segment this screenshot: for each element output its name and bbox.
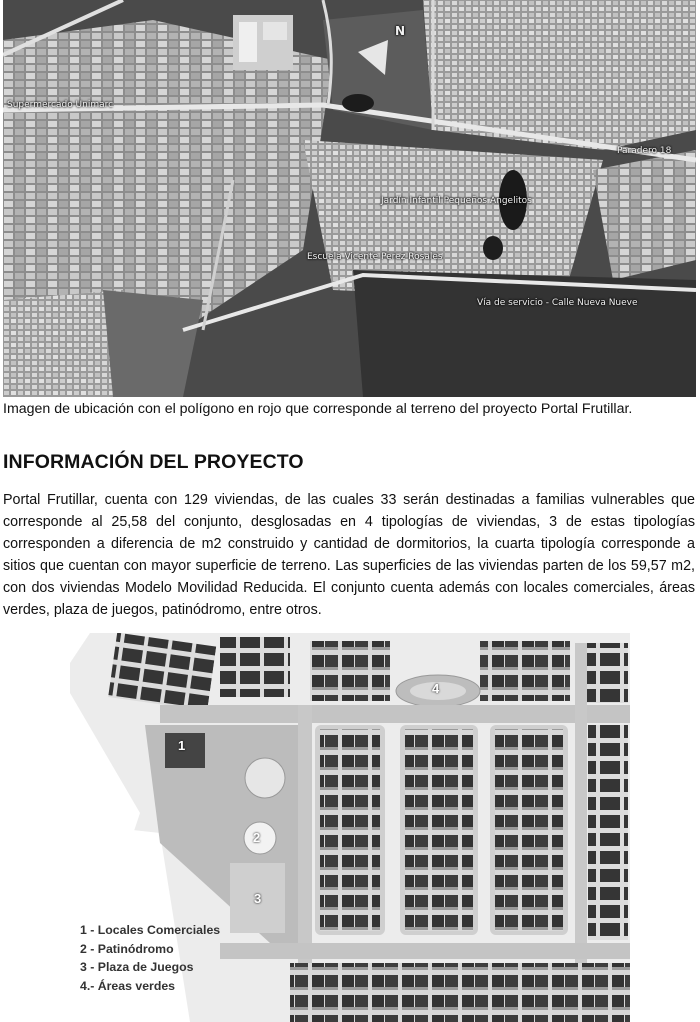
map-label-supermarket: Supermercado Unimarc xyxy=(7,100,114,110)
map-caption: Imagen de ubicación con el polígono en rojo que corresponde al terreno del proyecto Portal Frutillar. xyxy=(3,401,633,417)
plan-marker-2: 2 xyxy=(253,830,261,845)
project-description: Portal Frutillar, cuenta con 129 viviendas, de las cuales 33 serán destinadas a familias vulnerables que corresponde al 25,58 del conjunto, desglosadas en 4 tipologías de viviendas, 3 de estas tipologías corresponden a diferencia de m2 construido y cantidad de dormitorios, la cuarta tipología corresponde a sitios que cuentan con mayor superficie de terreno. Las superficies de las viviendas parten de los 59,57 m2, con dos viviendas Modelo Movilidad Reducida. El conjunto cuenta además con locales comerciales, áreas verdes, plaza de juegos, patinódromo, entre otros. xyxy=(3,492,695,618)
plan-marker-3: 3 xyxy=(254,891,262,906)
plan-marker-1: 1 xyxy=(178,738,186,753)
map-label-paradero: Paradero 18 xyxy=(617,146,672,156)
aerial-location-map xyxy=(3,0,696,397)
legend-item-patinodromo: 2 - Patinódromo xyxy=(80,941,174,956)
legend-item-areas-verdes: 4.- Áreas verdes xyxy=(80,978,176,993)
section-title: INFORMACIÓN DEL PROYECTO xyxy=(3,451,304,473)
map-label-jardin: Jardín Infantil Pequeños Angelitos xyxy=(381,196,532,206)
legend-item-locales: 1 - Locales Comerciales xyxy=(80,923,221,937)
legend-item-plaza: 3 - Plaza de Juegos xyxy=(80,960,194,974)
map-label-escuela: Escuela Vicente Perez Rosales xyxy=(307,252,443,262)
aerial-map-image xyxy=(3,0,696,397)
plan-marker-4: 4 xyxy=(432,681,440,696)
plan-legend xyxy=(80,921,220,995)
north-letter: N xyxy=(395,24,406,38)
map-label-via: Vía de servicio - Calle Nueva Nueve xyxy=(477,298,638,308)
